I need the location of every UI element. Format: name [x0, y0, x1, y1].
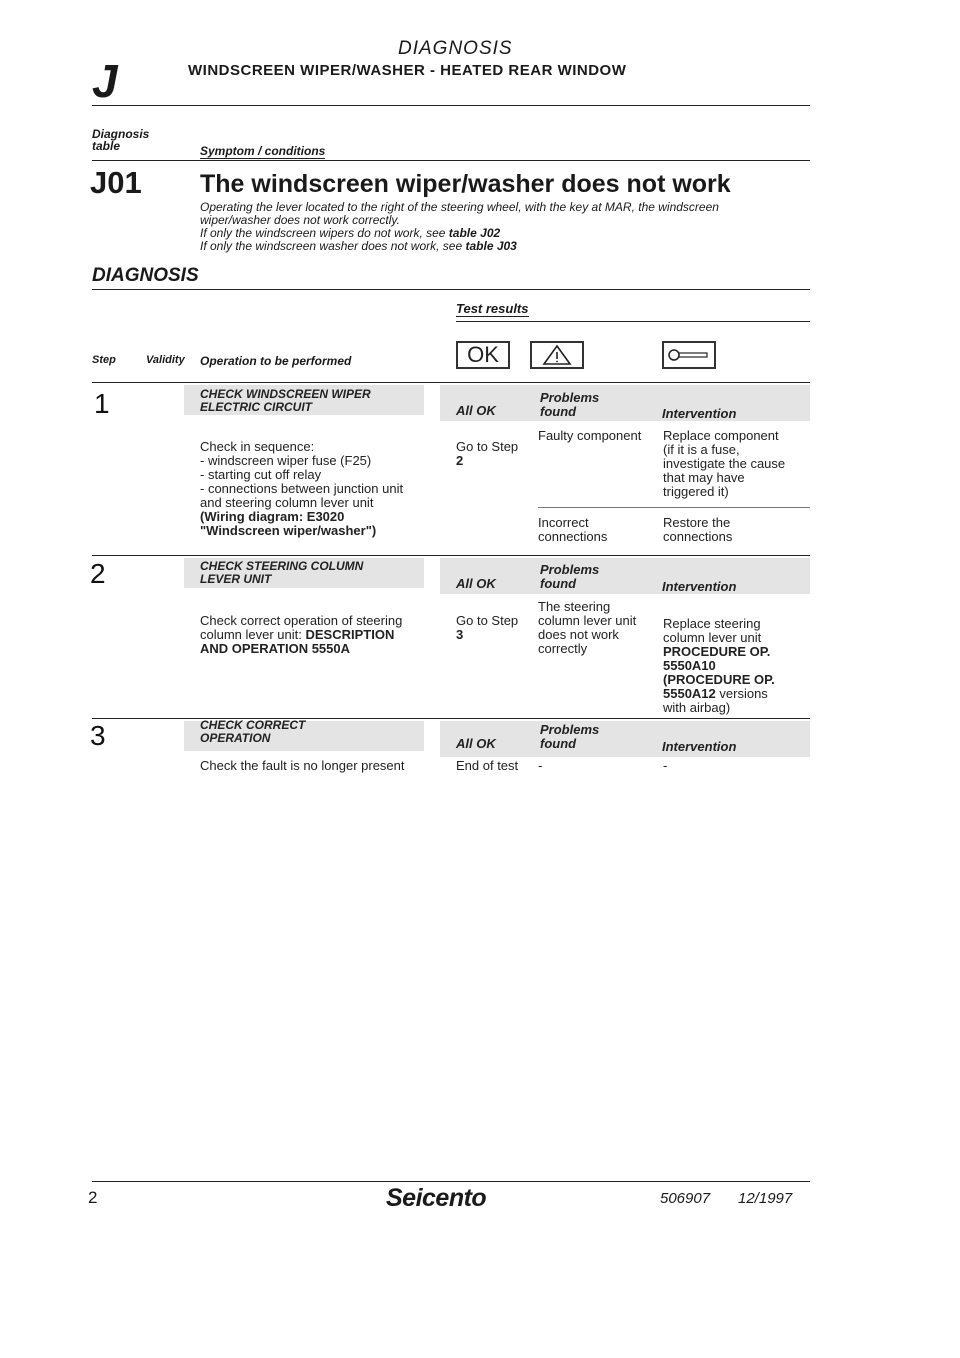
symptom-desc-line1: Operating the lever located to the right of the steering wheel, with the key at MAR, the windscreen — [200, 200, 719, 214]
step2-number: 2 — [90, 558, 106, 589]
col-operation: Operation to be performed — [200, 354, 352, 368]
test-results-label: Test results — [456, 301, 529, 316]
doc-date: 12/1997 — [738, 1190, 793, 1207]
step1-number: 1 — [94, 388, 110, 419]
wrench-icon — [662, 341, 716, 369]
step2-problem1: The steering column lever unit does not work correctly — [538, 599, 637, 656]
step2-intervention1-procedure: PROCEDURE OP. 5550A10 (PROCEDURE OP. 5550A12 versions with airbag) — [663, 644, 775, 715]
step1-all-ok-text: Go to Step 2 — [456, 439, 519, 468]
step3-intervention-label: Intervention — [662, 739, 737, 754]
heading-rule — [92, 160, 810, 161]
page-number: 2 — [88, 1188, 98, 1207]
link-table-j03[interactable]: table J03 — [465, 239, 517, 253]
step3-problem1: - — [538, 758, 543, 773]
step2-operation: Check correct operation of steering column lever unit: DESCRIPTION AND OPERATION 5550A — [200, 613, 403, 656]
col-step: Step — [92, 354, 116, 366]
symptom-note2: If only the windscreen washer does not work, see table J03 — [200, 239, 517, 253]
step2-title: CHECK STEERING COLUMN LEVER UNIT — [200, 559, 364, 586]
doc-code: 506907 — [660, 1190, 711, 1207]
symptom-note1: If only the windscreen wipers do not work, see table J02 — [200, 226, 501, 240]
section-letter: J — [92, 55, 118, 107]
step1-problem1: Faulty component — [538, 428, 642, 443]
step1-goto-step[interactable]: 2 — [456, 453, 464, 468]
step1-intervention2: Restore the connections — [663, 515, 733, 544]
warning-triangle-icon — [530, 341, 584, 369]
step1-problems-label: Problems found — [540, 390, 600, 419]
step2-intervention-label: Intervention — [662, 579, 737, 594]
diagnosis-table-label: Diagnosis table — [92, 127, 150, 153]
step2-problems-label: Problems found — [540, 562, 600, 591]
test-results-rule — [456, 321, 810, 322]
symptom-title: The windscreen wiper/washer does not work — [200, 170, 731, 198]
step3-all-ok-label: All OK — [456, 736, 496, 751]
symptom-desc-line2: wiper/washer does not work correctly. — [200, 213, 400, 227]
step2-goto-step[interactable]: 3 — [456, 627, 464, 642]
brand-logo: Seicento — [386, 1184, 487, 1212]
step1-intervention1: Replace component (if it is a fuse, investigate the cause that may have triggered it) — [663, 428, 786, 499]
ok-icon: OK — [456, 341, 510, 369]
symptom-description — [200, 201, 820, 253]
step2-operation-ref[interactable]: DESCRIPTION AND OPERATION 5550A — [200, 627, 395, 656]
symptom-conditions-label: Symptom / conditions — [200, 144, 326, 158]
step3-all-ok-text: End of test — [456, 758, 519, 773]
step3-operation: Check the fault is no longer present — [200, 758, 405, 773]
link-table-j02[interactable]: table J02 — [448, 226, 501, 240]
step1-all-ok-label: All OK — [456, 403, 496, 418]
footer-rule — [92, 1181, 810, 1182]
step1-wiring-ref: (Wiring diagram: E3020 "Windscreen wiper/washer") — [200, 509, 377, 538]
step3-title: CHECK CORRECT OPERATION — [200, 718, 306, 745]
step2-rule — [92, 555, 810, 556]
step1-operation: Check in sequence: - windscreen wiper fuse (F25) - starting cut off relay - connections between junction unit and steering column lever unit (Wiring diagram: E3020 "Windscreen wiper/washer") — [200, 426, 435, 552]
diagnosis-heading: DIAGNOSIS — [92, 265, 199, 286]
symptom-code: J01 — [90, 165, 142, 200]
header-rule — [92, 105, 810, 106]
step2-all-ok-text: Go to Step 3 — [456, 613, 519, 642]
diagnosis-rule — [92, 289, 810, 290]
step3-number: 3 — [90, 720, 106, 751]
step2-all-ok-label: All OK — [456, 576, 496, 591]
col-validity: Validity — [146, 354, 185, 366]
step1-title: CHECK WINDSCREEN WIPER ELECTRIC CIRCUIT — [200, 387, 371, 414]
step2-intervention1: Replace steering column lever unit PROCEDURE OP. 5550A10 (PROCEDURE OP. 5550A12 versions with airbag) — [663, 603, 813, 729]
step3-intervention1: - — [663, 758, 668, 773]
step3-problems-label: Problems found — [540, 722, 600, 751]
page-subtitle: WINDSCREEN WIPER/WASHER - HEATED REAR WINDOW — [188, 62, 627, 79]
step1-intervention-label: Intervention — [662, 406, 737, 421]
step1-rule — [92, 382, 810, 383]
category-title: DIAGNOSIS — [398, 38, 513, 59]
step1-problem2: Incorrect connections — [538, 515, 608, 544]
step1-problem-divider — [538, 507, 810, 508]
